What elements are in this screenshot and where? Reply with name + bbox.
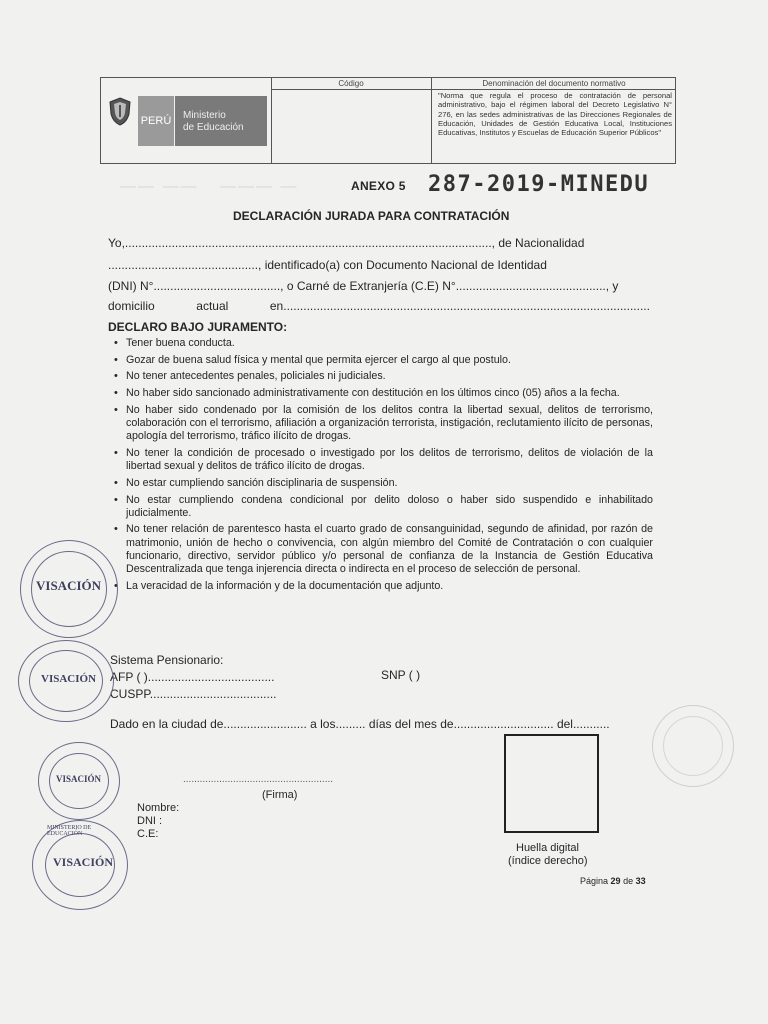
domicilio-word-1: domicilio [108,299,155,313]
domicilio-en: en [269,299,284,313]
snp-line: SNP ( ) [381,668,421,682]
page-total: 33 [635,876,646,886]
day-field-dots: ......... [335,717,366,731]
stamp-inner-ring [663,716,723,776]
signature-dots: ...................................................... [183,774,334,785]
list-item: • La veracidad de la información y de la documentación que adjunto. [108,580,653,593]
nombre-label: Nombre: [137,802,180,814]
list-item: • No estar cumpliendo sanción disciplinaria de suspensión. [108,477,653,490]
pension-title: Sistema Pensionario: [110,653,224,667]
stamp-text: VISACIÓN [41,673,97,685]
afp-line: AFP ( )...................................... [110,670,275,684]
brand-peru-block: PERÚ [138,96,174,146]
year-field-dots: ........... [572,717,610,731]
bleed-through-text: ——— — [220,178,299,195]
codigo-label: Código [271,78,431,90]
domicilio-word-2: actual [196,299,229,313]
identificado-label: , identificado(a) con Documento Nacional de Identidad [258,258,547,272]
signature-label: (Firma) [262,789,298,801]
annex-code: 287-2019-MINEDU [428,172,650,197]
huella-sublabel: (índice derecho) [508,855,588,867]
nationality-field-dots: ............................................. [108,258,259,272]
bleed-through-text: —— —— [120,178,199,195]
annex-label: ANEXO 5 [351,179,406,193]
list-item: • No estar cumpliendo condena condicional por delito doloso o haber sido suspendido e inhabilitado judicialmente. [108,494,653,520]
list-item: • No tener la condición de procesado o investigado por los delitos de terrorismo, delitos de violación de la libertad sexual y delitos de tráfico ilícito de drogas. [108,447,653,473]
header-logo-cell [101,78,272,163]
dado-line [110,717,610,731]
cuspp-line: CUSPP...................................... [110,687,277,701]
visacion-stamp [38,742,120,820]
form-line-identificado [108,258,547,272]
huella-label: Huella digital [516,842,579,854]
brand-ministry-block [175,96,267,146]
visacion-stamp [20,540,118,638]
form-line-domicilio [108,299,650,313]
domicilio-field-dots: .............................................................................................................. [283,299,650,313]
name-field-dots: .............................................................................................................. [124,236,492,250]
form-line-yo [108,236,584,250]
dado-year-label: del [556,717,573,731]
ce-field-dots: ............................................. [455,279,606,293]
stamp-text: VISACIÓN [36,578,102,593]
yo-label: Yo, [108,236,125,250]
list-item: • Gozar de buena salud física y mental que permita ejercer el cargo al que postulo. [108,354,653,367]
header-denominacion-cell [432,78,676,163]
list-item: • Tener buena conducta. [108,337,653,350]
header-codigo-cell [271,78,432,163]
stamp-text: VISACIÓN [53,855,114,869]
document-title: DECLARACIÓN JURADA PARA CONTRATACIÓN [233,209,510,223]
page-current: 29 [610,876,621,886]
fingerprint-box [504,734,599,833]
norma-text: "Norma que regula el proceso de contratación de personal administrativo, bajo el régimen laboral del Decreto Legislativo N° 276, en las sedes administrativas de las Direcciones Regionales de Educación, Unidades de Gestión Educativa Local, Instituciones Educativas, Institutos y Escuelas de Educación Superior Públicos" [438,91,672,138]
faint-stamp [652,705,734,787]
dni-label: (DNI) N° [108,279,154,293]
page-prefix: Página [580,876,609,886]
ministerio-stamp [32,820,128,910]
brand-ministry-line1: Ministerio [183,110,226,121]
page-sep: de [623,876,634,886]
ce-data-label: C.E: [137,828,159,840]
peru-coat-of-arms-icon [107,96,133,126]
stamp-ring-text: MINISTERIO DE EDUCACIÓN [47,825,92,837]
dado-month-label: días del mes de [368,717,454,731]
dni-field-dots: ...................................... [153,279,281,293]
denominacion-label: Denominación del documento normativo [432,78,676,90]
dado-day-label: a los [310,717,336,731]
ce-label: , o Carné de Extranjería (C.E) N° [280,279,456,293]
domicilio-word-3-and-dots [270,299,650,313]
brand-ministry-line2: de Educación [183,122,244,133]
stamp-text: VISACIÓN [56,774,102,784]
ce-end: , y [605,279,619,293]
month-field-dots: .............................. [453,717,554,731]
list-item: • No tener relación de parentesco hasta el cuarto grado de consanguinidad, segundo de afinidad, por razón de matrimonio, unión de hecho o convivencia, con algún miembro del Comité de Contratación o con cualquier funcionario, directivo, servidor público y/o personal de confianza de la Instancia de Gestión Educativa Descentralizada que tenga injerencia directa o indirecta en el proceso de selección de personal. [108,523,653,576]
list-item: • No haber sido sancionado administrativamente con destitución en los últimos cinco (05) años a la fecha. [108,387,653,400]
page-number [580,876,646,886]
list-item: • No tener antecedentes penales, policiales ni judiciales. [108,370,653,383]
form-line-dni [108,279,618,293]
list-item: • No haber sido condenado por la comisión de los delitos contra la libertad sexual, delitos de terrorismo, colaboración con el terrorismo, afiliación a organización terrorista, instigación, reclutamiento ilícito de personas, apología del terrorismo, tráfico ilícito de drogas. [108,404,653,444]
visacion-stamp [18,640,114,722]
declaration-list [108,337,653,596]
city-field-dots: ......................... [223,717,307,731]
declaro-heading: DECLARO BAJO JURAMENTO: [108,320,288,334]
dni-data-label: DNI : [137,815,163,827]
header-table [100,77,676,164]
nacionalidad-label: , de Nacionalidad [491,236,585,250]
dado-city-label: Dado en la ciudad de [110,717,224,731]
